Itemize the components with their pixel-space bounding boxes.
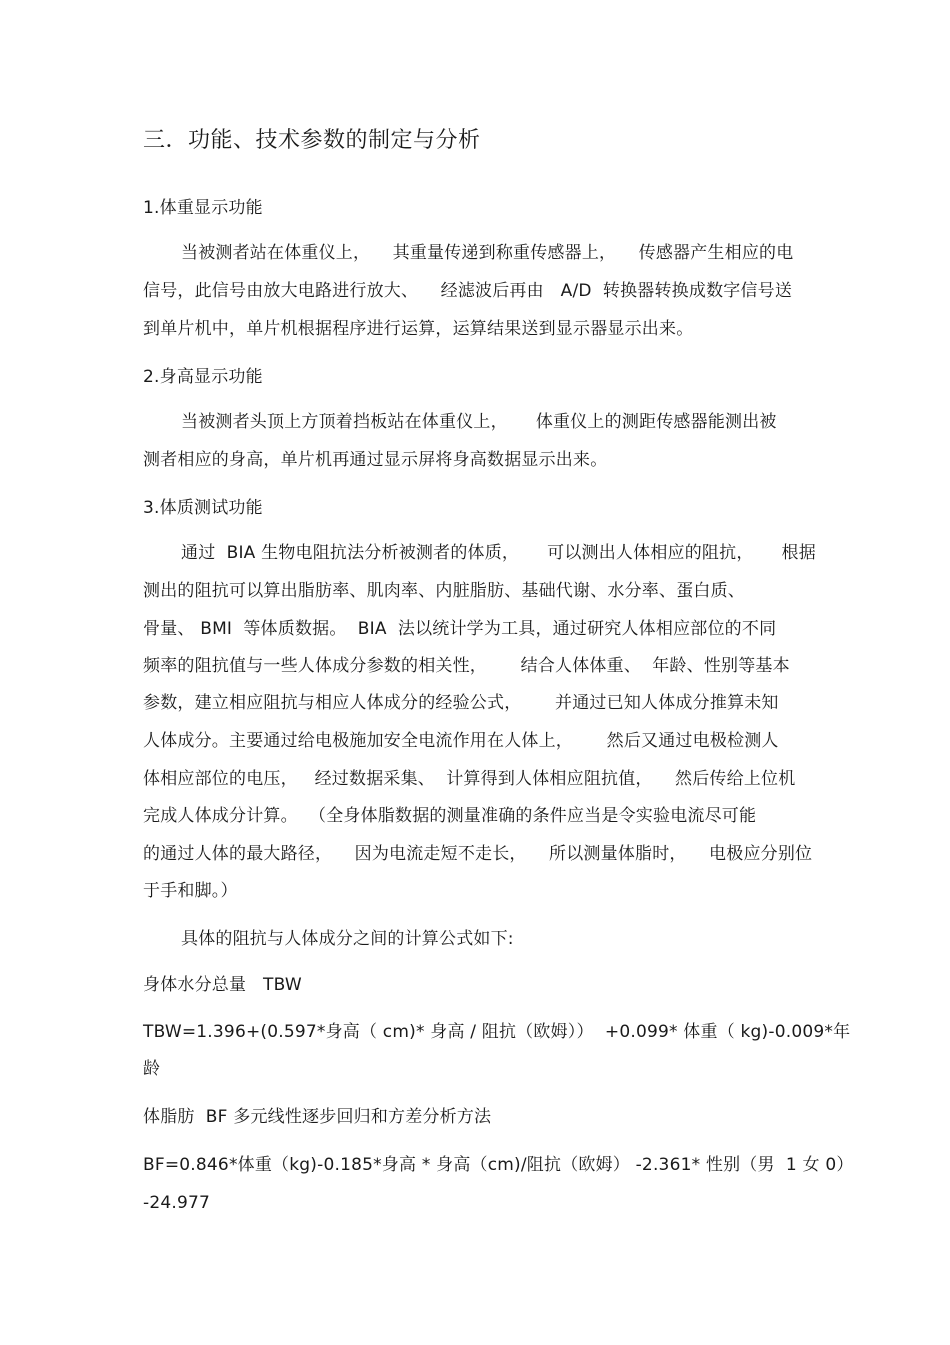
paragraph-line: 通过 BIA 生物电阻抗法分析被测者的体质， 可以测出人体相应的阻抗， 根据 <box>181 543 816 563</box>
tbw-label: 身体水分总量 TBW <box>143 975 302 995</box>
tbw-formula-cont: 龄 <box>143 1059 161 1079</box>
tbw-formula: TBW=1.396+(0.597*身高（ cm)* 身高 / 阻抗（欧姆）） +0.099* 体重（ kg)-0.009*年 <box>143 1022 851 1042</box>
heading-weight-display: 1.体重显示功能 <box>143 198 263 218</box>
paragraph-line: 频率的阻抗值与一些人体成分参数的相关性， 结合人体体重、 年龄、性别等基本 <box>143 656 790 676</box>
paragraph-line: 信号，此信号由放大电路进行放大、 经滤波后再由 A/D 转换器转换成数字信号送 <box>143 281 793 301</box>
paragraph-line: 当被测者站在体重仪上， 其重量传递到称重传感器上， 传感器产生相应的电 <box>181 243 794 263</box>
bf-formula-cont: -24.977 <box>143 1193 211 1213</box>
paragraph-line: 测者相应的身高，单片机再通过显示屏将身高数据显示出来。 <box>143 450 608 470</box>
bf-formula: BF=0.846*体重（kg)-0.185*身高 * 身高（cm)/阻抗（欧姆） -2.361* 性别（男 1 女 0） <box>143 1155 854 1175</box>
section-title: 三．功能、技术参数的制定与分析 <box>143 128 481 153</box>
paragraph-line: 体相应部位的电压， 经过数据采集、 计算得到人体相应阻抗值， 然后传给上位机 <box>143 769 796 789</box>
paragraph-line: 于手和脚。） <box>143 881 238 901</box>
paragraph-line: 的通过人体的最大路径， 因为电流走短不走长， 所以测量体脂时， 电极应分别位 <box>143 844 813 864</box>
paragraph-line: 到单片机中，单片机根据程序进行运算，运算结果送到显示器显示出来。 <box>143 319 694 339</box>
heading-body-test: 3.体质测试功能 <box>143 498 263 518</box>
heading-height-display: 2.身高显示功能 <box>143 367 263 387</box>
paragraph-line: 人体成分。主要通过给电极施加安全电流作用在人体上， 然后又通过电极检测人 <box>143 731 779 751</box>
bf-label: 体脂肪 BF 多元线性逐步回归和方差分析方法 <box>143 1107 492 1127</box>
formula-intro: 具体的阻抗与人体成分之间的计算公式如下: <box>181 929 514 949</box>
paragraph-line: 完成人体成分计算。 （全身体脂数据的测量准确的条件应当是令实验电流尽可能 <box>143 806 757 826</box>
paragraph-line: 测出的阻抗可以算出脂肪率、肌肉率、内脏脂肪、基础代谢、水分率、蛋白质、 <box>143 581 745 601</box>
paragraph-line: 当被测者头顶上方顶着挡板站在体重仪上， 体重仪上的测距传感器能测出被 <box>181 412 777 432</box>
paragraph-line: 骨量、 BMI 等体质数据。 BIA 法以统计学为工具，通过研究人体相应部位的不同 <box>143 619 777 639</box>
paragraph-line: 参数，建立相应阻抗与相应人体成分的经验公式， 并通过已知人体成分推算未知 <box>143 693 779 713</box>
